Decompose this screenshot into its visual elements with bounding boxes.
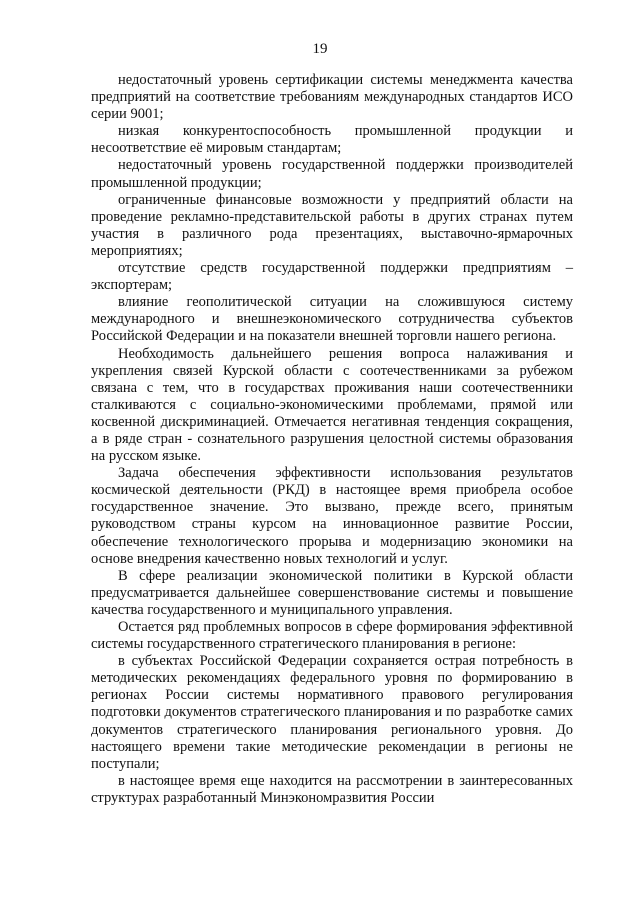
paragraph-strategic-planning: Остается ряд проблемных вопросов в сфере формирования эффективной системы государственного стратегического планирования в регионе: bbox=[91, 619, 573, 653]
paragraph-economic-policy: В сфере реализации экономической политики в Курской области предусматривается дальнейшее совершенствование системы и повышение качества государственного и муниципального управления. bbox=[91, 567, 573, 618]
body-text bbox=[91, 72, 573, 807]
paragraph-methodical-recommendations: в субъектах Российской Федерации сохраняется острая потребность в методических рекомендациях федерального уровня по формированию в регионах России системы нормативного правового регулирования подготовки документов стратегического планирования и по разработке самих документов стратегического планирования регионального уровня. До настоящего времени такие методические рекомендации в регионы не поступали; bbox=[91, 653, 573, 772]
paragraph-financial-capacity: ограниченные финансовые возможности у предприятий области на проведение рекламно-представительской работы в других странах путем участия в различного рода презентациях, выставочно-ярмарочных мероприятиях; bbox=[91, 191, 573, 259]
paragraph-geopolitics: влияние геополитической ситуации на сложившуюся систему международного и внешнеэкономического сотрудничества субъектов Российской Федерации и на показатели внешней торговли нашего региона. bbox=[91, 294, 573, 345]
paragraph-ministry-review: в настоящее время еще находится на рассмотрении в заинтересованных структурах разработанный Минэкономразвития России bbox=[91, 772, 573, 806]
page-number: 19 bbox=[312, 41, 328, 57]
paragraph-competitiveness: низкая конкурентоспособность промышленной продукции и несоответствие её мировым стандартам; bbox=[91, 123, 573, 157]
paragraph-exporters: отсутствие средств государственной поддержки предприятиям – экспортерам; bbox=[91, 260, 573, 294]
paragraph-space-activity: Задача обеспечения эффективности использования результатов космической деятельности (РКД) в настоящее время приобрела особое государственное значение. Это вызвано, прежде всего, принятым руководством страны курсом на инновационное развитие России, обеспечение технологического прорыва и модернизацию экономики на основе внедрения качественно новых технологий и услуг. bbox=[91, 465, 573, 567]
paragraph-state-support: недостаточный уровень государственной поддержки производителей промышленной продукции; bbox=[91, 157, 573, 191]
paragraph-compatriots: Необходимость дальнейшего решения вопроса налаживания и укрепления связей Курской области с соотечественниками за рубежом связана с тем, что в государствах проживания наши соотечественники сталкиваются с социально-экономическими проблемами, прямой или косвенной дискриминацией. Отмечается негативная тенденция сокращения, а в ряде стран - сознательного разрушения целостной системы образования на русском языке. bbox=[91, 345, 573, 465]
paragraph-certification: недостаточный уровень сертификации системы менеджмента качества предприятий на соответствие требованиям международных стандартов ИСО серии 9001; bbox=[91, 72, 573, 123]
